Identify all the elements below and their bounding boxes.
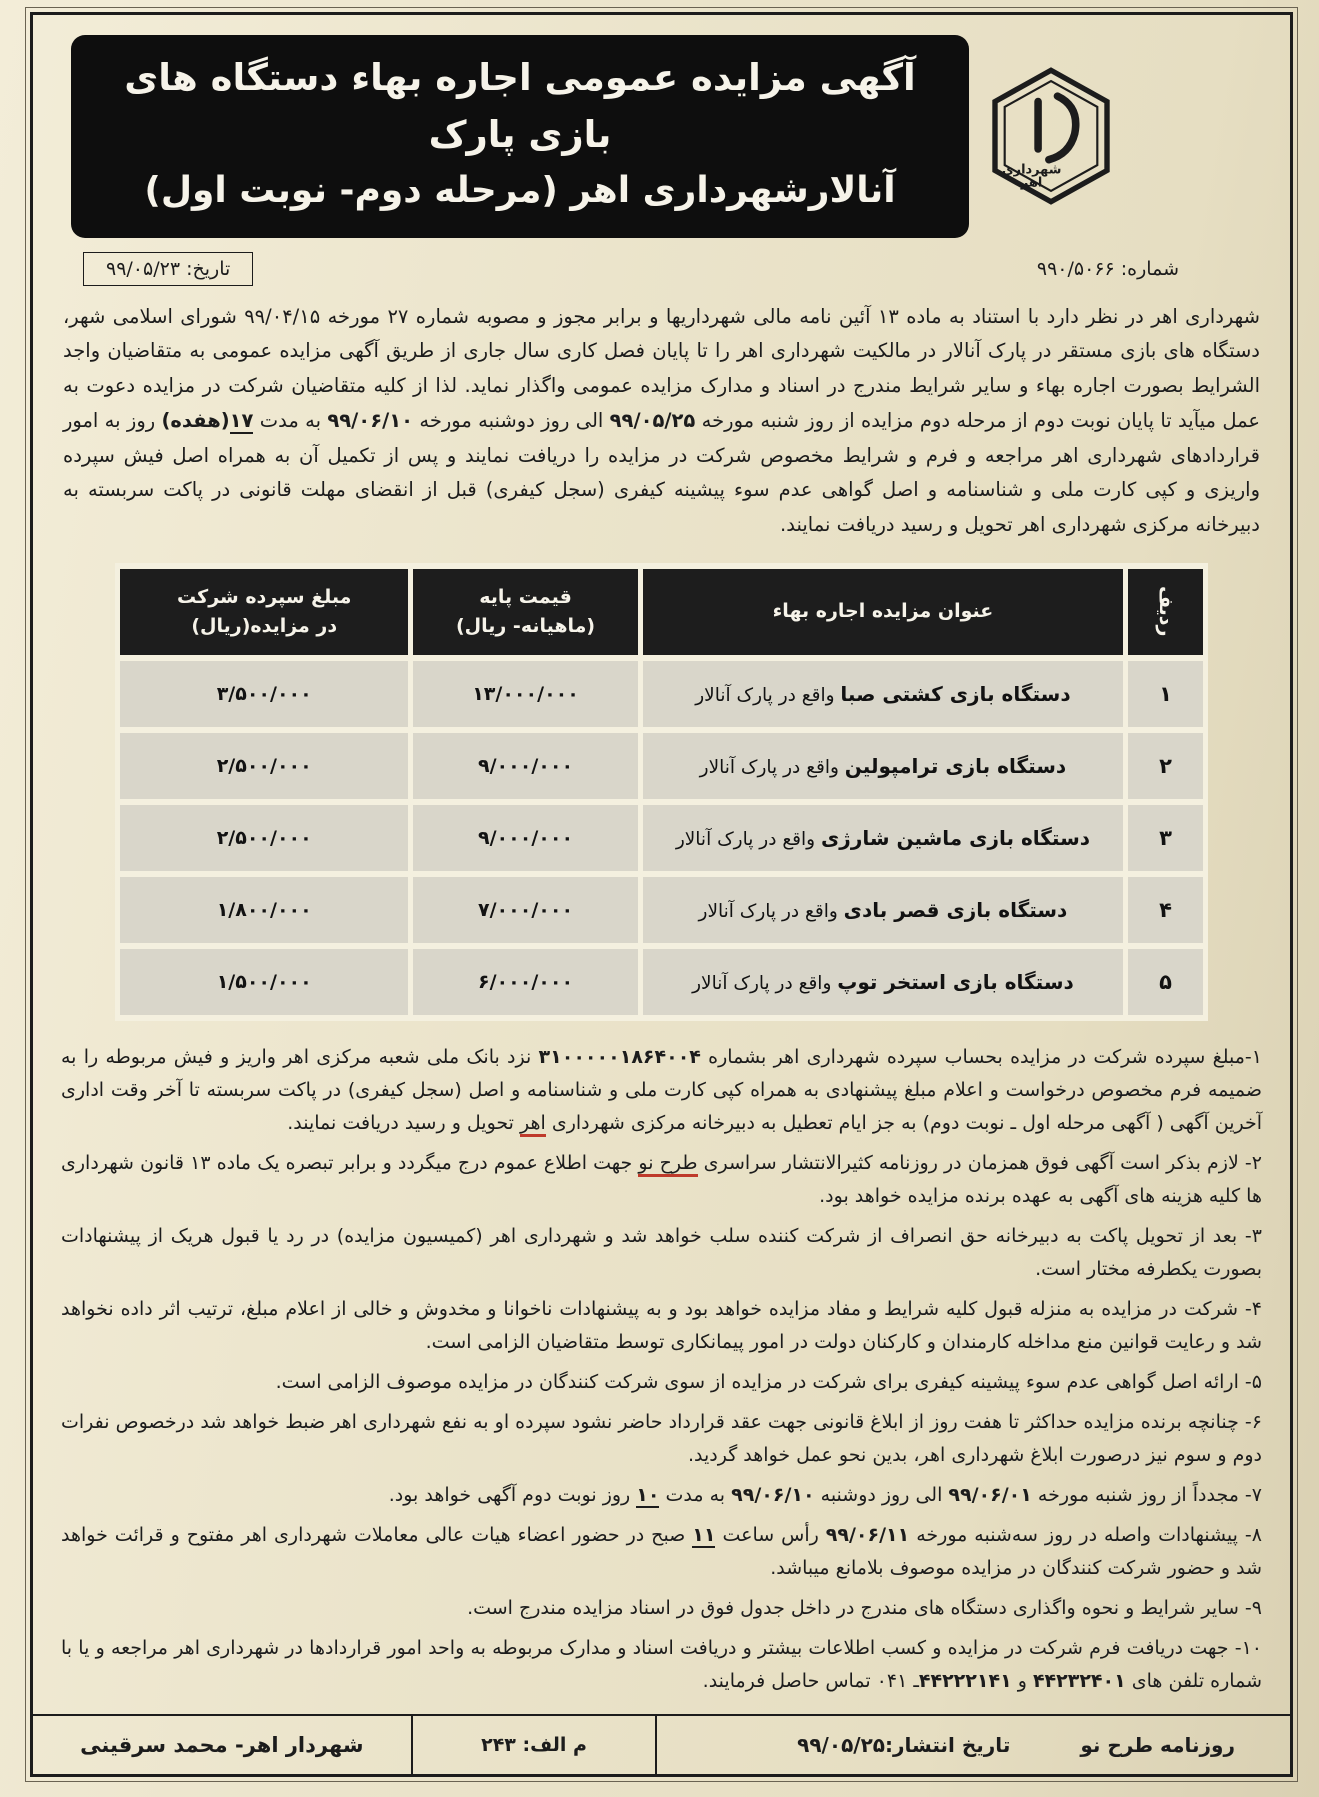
- ad-title-box: [71, 35, 969, 238]
- device-location: واقع در پارک آنالار: [699, 756, 845, 778]
- table-row: [120, 805, 1203, 871]
- row-number-cell: ۳: [1128, 805, 1203, 871]
- note-text: اهر: [520, 1112, 546, 1137]
- header-deposit-line1: مبلغ سپرده شرکت: [177, 586, 352, 609]
- footer-newspaper-cell: [657, 1716, 1290, 1774]
- note-text: ۶- چنانچه برنده مزایده حداکثر تا هفت روز از ابلاغ قانونی جهت عقد قرارداد حاضر نشود سپرده او به نفع شهرداری اهر ضبط خواهد شد درخصوص نفرات دوم و سوم نیز درصورت ابلاغ شهرداری اهر، بدین نحو عمل خواهد گردید.: [61, 1411, 1262, 1467]
- header-base-price-line1: قیمت پایه: [479, 586, 572, 609]
- ad-number: شماره: ۹۹۰/۵۰۶۶: [1036, 257, 1179, 280]
- header-base-price: [413, 569, 637, 655]
- note-text: ۵- ارائه اصل گواهی عدم سوء پیشینه کیفری برای شرکت در مزایده از سوی شرکت کنندگان در مزایده موصوف الزامی است.: [275, 1371, 1262, 1394]
- note-item-3: [61, 1220, 1262, 1286]
- intro-text: (هفده): [161, 408, 230, 432]
- note-item-5: [61, 1366, 1262, 1399]
- footer-mayor-cell: [33, 1716, 413, 1774]
- ad-footer: [33, 1714, 1290, 1774]
- note-text: طرح نو: [638, 1152, 697, 1177]
- ad-frame: [30, 12, 1293, 1777]
- license-number: م الف: ۲۴۳: [481, 1734, 587, 1756]
- note-text: ۹۹/۰۶/۱۱: [825, 1524, 910, 1547]
- logo-text-line1: شهرداری: [1001, 163, 1062, 179]
- note-text: ۴۴۲۳۲۴۰۱: [1032, 1670, 1126, 1693]
- header-title-label: عنوان مزایده اجاره بهاء: [772, 600, 994, 623]
- row-number-cell: ۵: [1128, 949, 1203, 1015]
- note-text: ۲- لازم بذکر است آگهی فوق همزمان در روزنامه کثیرالانتشار سراسری: [697, 1151, 1262, 1174]
- header-title: [643, 569, 1124, 655]
- deposit-cell: ۱/۵۰۰/۰۰۰: [120, 949, 408, 1015]
- auction-title-cell: [643, 733, 1124, 799]
- row-number-cell: ۱: [1128, 661, 1203, 727]
- note-text: ۱-مبلغ سپرده شرکت در مزایده بحساب سپرده شهرداری اهر بشماره: [700, 1045, 1262, 1068]
- table-row: [120, 733, 1203, 799]
- logo-text-line2: اهر: [1020, 175, 1043, 191]
- auction-title-cell: [643, 949, 1124, 1015]
- mayor-signature: شهردار اهر- محمد سرقینی: [80, 1733, 364, 1757]
- logo-emblem-icon: [1049, 96, 1076, 160]
- note-text: الی روز دوشنبه: [814, 1484, 949, 1507]
- table-row: [120, 949, 1203, 1015]
- row-number-cell: ۲: [1128, 733, 1203, 799]
- intro-text: به مدت: [253, 408, 328, 432]
- device-location: واقع در پارک آنالار: [698, 900, 844, 922]
- device-name: دستگاه بازی استخر توپ: [837, 969, 1074, 994]
- note-text: ۹- سایر شرایط و نحوه واگذاری دستگاه های مندرج در داخل جدول فوق در اسناد مزایده مندرج است.: [467, 1597, 1262, 1620]
- deposit-cell: ۱/۸۰۰/۰۰۰: [120, 877, 408, 943]
- footer-license-cell: [413, 1716, 658, 1774]
- table-row: [120, 877, 1203, 943]
- auction-title-cell: [643, 877, 1124, 943]
- auction-title-cell: [643, 805, 1124, 871]
- note-text: ۹۹/۰۶/۱۰: [731, 1484, 815, 1507]
- deposit-cell: ۳/۵۰۰/۰۰۰: [120, 661, 408, 727]
- ad-meta-row: [69, 252, 1254, 286]
- note-text: ۹۹/۰۶/۰۱: [948, 1484, 1032, 1507]
- note-text: ۱۰- جهت دریافت فرم شرکت در مزایده و کسب اطلاعات بیشتر و دریافت اسناد و مدارک مربوطه به واحد امور قراردادها در شهرداری اهر مراجعه و یا با شماره تلفن های: [61, 1637, 1262, 1693]
- deposit-cell: ۲/۵۰۰/۰۰۰: [120, 805, 408, 871]
- note-item-10: [61, 1632, 1262, 1698]
- header-row-number-label: ردیف: [1154, 586, 1177, 637]
- note-text: ۱۰: [636, 1484, 660, 1507]
- device-name: دستگاه بازی ماشین شارژی: [820, 825, 1091, 850]
- note-item-9: [61, 1592, 1262, 1625]
- municipality-logo-icon: [985, 66, 1117, 206]
- device-name: دستگاه بازی کشتی صبا: [840, 681, 1071, 706]
- note-text: جهت اطلاع عموم درج میگردد و برابر تبصره یک ماده ۱۳ قانون شهرداری ها کلیه هزینه های آگهی به عهده برنده مزایده خواهد بود.: [61, 1151, 1262, 1207]
- note-text: ۳۱۰۰۰۰۰۱۸۶۴۰۰۴: [538, 1045, 701, 1068]
- base-price-cell: ۹/۰۰۰/۰۰۰: [413, 733, 637, 799]
- note-text: روز نوبت دوم آگهی خواهد بود.: [388, 1484, 637, 1507]
- device-location: واقع در پارک آنالار: [692, 972, 838, 994]
- auction-table-body: [120, 661, 1203, 1015]
- header-base-price-line2: (ماهیانه- ریال): [455, 614, 596, 637]
- device-location: واقع در پارک آنالار: [675, 828, 821, 850]
- municipality-logo: [985, 66, 1117, 206]
- note-text: ۳- بعد از تحویل پاکت به دبیرخانه حق انصراف از شرکت کننده سلب خواهد شد و شهرداری اهر (کمیسیون مزایده) در رد یا قبول هریک از پیشنهادات بصورت یکطرفه مختار است.: [61, 1224, 1262, 1280]
- auction-title-cell: [643, 661, 1124, 727]
- intro-text: الی روز دوشنبه مورخه: [413, 408, 610, 432]
- ad-header: [61, 35, 1262, 238]
- note-text: نزد بانک ملی شعبه مرکزی اهر واریز و فیش مربوطه را به ضمیمه فرم مخصوص درخواست و اعلام مبلغ پیشنهادی به همراه کپی کارت ملی و شناسنامه و اصل (سجل کیفری) در پاکت سربسته تا آخر وقت اداری آخرین آگهی ( آگهی مرحله اول ـ نوبت دوم) به جز ایام تعطیل به دبیرخانه مرکزی شهرداری: [61, 1045, 1262, 1134]
- device-name: دستگاه بازی ترامپولین: [844, 753, 1067, 778]
- note-item-8: [61, 1519, 1262, 1585]
- note-text: ۴۴۲۲۲۱۴۱: [918, 1670, 1012, 1693]
- intro-text: ۹۹/۰۵/۲۵: [609, 408, 696, 432]
- header-row-number: [1128, 569, 1203, 655]
- base-price-cell: ۶/۰۰۰/۰۰۰: [413, 949, 637, 1015]
- intro-text: ۱۷: [229, 408, 254, 432]
- ad-title-line1: آگهی مزایده عمومی اجاره بهاء دستگاه های بازی پارک: [124, 56, 916, 157]
- note-text: به مدت: [659, 1484, 732, 1507]
- publish-date: تاریخ انتشار:۹۹/۰۵/۲۵: [797, 1733, 1011, 1757]
- table-header-row: [120, 569, 1203, 655]
- table-row: [120, 661, 1203, 727]
- note-text: صبح در حضور اعضاء هیات عالی معاملات شهرداری اهر مفتوح و قرائت خواهد شد و حضور شرکت کنندگان در مزایده موصوف بلامانع میباشد.: [61, 1524, 1262, 1580]
- header-deposit-line2: در مزایده(ریال): [191, 614, 338, 637]
- note-text: ۴- شرکت در مزایده به منزله قبول کلیه شرایط و مفاد مزایده خواهد بود و به پیشنهادات ناخوانا و مخدوش و خالی از اعلام مبلغ، ترتیب اثر داده نخواهد شد و رعایت قوانین منع مداخله کارمندان و کارکنان دولت در امور پیمانکاری توسط متقاضیان الزامی است.: [61, 1297, 1262, 1353]
- device-name: دستگاه بازی قصر بادی: [843, 897, 1068, 922]
- base-price-cell: ۱۳/۰۰۰/۰۰۰: [413, 661, 637, 727]
- intro-paragraph: [63, 300, 1260, 543]
- note-text: ـ ۰۴۱ تماس حاصل فرمایند.: [702, 1670, 919, 1693]
- note-item-1: [61, 1041, 1262, 1140]
- logo-hexagon-outer: [995, 71, 1107, 202]
- note-text: ۷- مجدداً از روز شنبه مورخه: [1031, 1484, 1262, 1507]
- intro-text: روز به امور قراردادهای شهرداری اهر مراجعه و فرم و شرایط مخصوص شرکت در مزایده را دریافت نمایند و پس از تکمیل آن به همراه اصل فیش سپرده واریزی و کپی کارت ملی و شناسنامه و اصل گواهی عدم سوء پیشینه کیفری (سجل کیفری) قبل از انقضای مهلت قانونی در پاکت سربسته به دبیرخانه مرکزی شهرداری اهر تحویل و رسید دریافت نمایند.: [63, 408, 1260, 536]
- note-item-2: [61, 1147, 1262, 1213]
- row-number-cell: ۴: [1128, 877, 1203, 943]
- intro-text: شهرداری اهر در نظر دارد با استناد به ماده ۱۳ آئین نامه مالی شهرداریها و برابر مجوز و مصوبه شماره ۲۷ مورخه ۹۹/۰۴/۱۵ شورای اسلامی شهر، دستگاه های بازی مستقر در پارک آنالار در مالکیت شهرداری اهر را تا پایان فصل کاری سال جاری از طریق آگهی مزایده عمومی به متقاضیان واجد الشرایط بصورت اجاره بهاء و سایر شرایط مندرج در اسناد و مدارک مزایده عمومی واگذار نماید. لذا از کلیه متقاضیان شرکت در مزایده دعوت به عمل میآید تا پایان نوبت دوم از مرحله دوم مزایده از روز شنبه مورخه: [63, 304, 1261, 432]
- deposit-cell: ۲/۵۰۰/۰۰۰: [120, 733, 408, 799]
- note-text: و: [1011, 1670, 1033, 1693]
- note-text: ۸- پیشنهادات واصله در روز سه‌شنبه مورخه: [909, 1524, 1262, 1547]
- notes-list: [61, 1041, 1262, 1706]
- device-location: واقع در پارک آنالار: [695, 684, 841, 706]
- header-deposit: [120, 569, 408, 655]
- base-price-cell: ۷/۰۰۰/۰۰۰: [413, 877, 637, 943]
- intro-text: ۹۹/۰۶/۱۰: [327, 408, 414, 432]
- ad-date-box: تاریخ: ۹۹/۰۵/۲۳: [83, 252, 253, 286]
- note-item-6: [61, 1406, 1262, 1472]
- note-item-7: [61, 1479, 1262, 1512]
- note-text: ۱۱: [692, 1524, 716, 1547]
- auction-table: [115, 563, 1208, 1021]
- ad-title-line2: آنالارشهرداری اهر (مرحله دوم- نوبت اول): [144, 169, 896, 211]
- note-text: رأس ساعت: [715, 1524, 826, 1547]
- newspaper-name: روزنامه طرح نو: [1080, 1733, 1235, 1757]
- note-item-4: [61, 1293, 1262, 1359]
- base-price-cell: ۹/۰۰۰/۰۰۰: [413, 805, 637, 871]
- note-text: تحویل و رسید دریافت نمایند.: [287, 1111, 520, 1134]
